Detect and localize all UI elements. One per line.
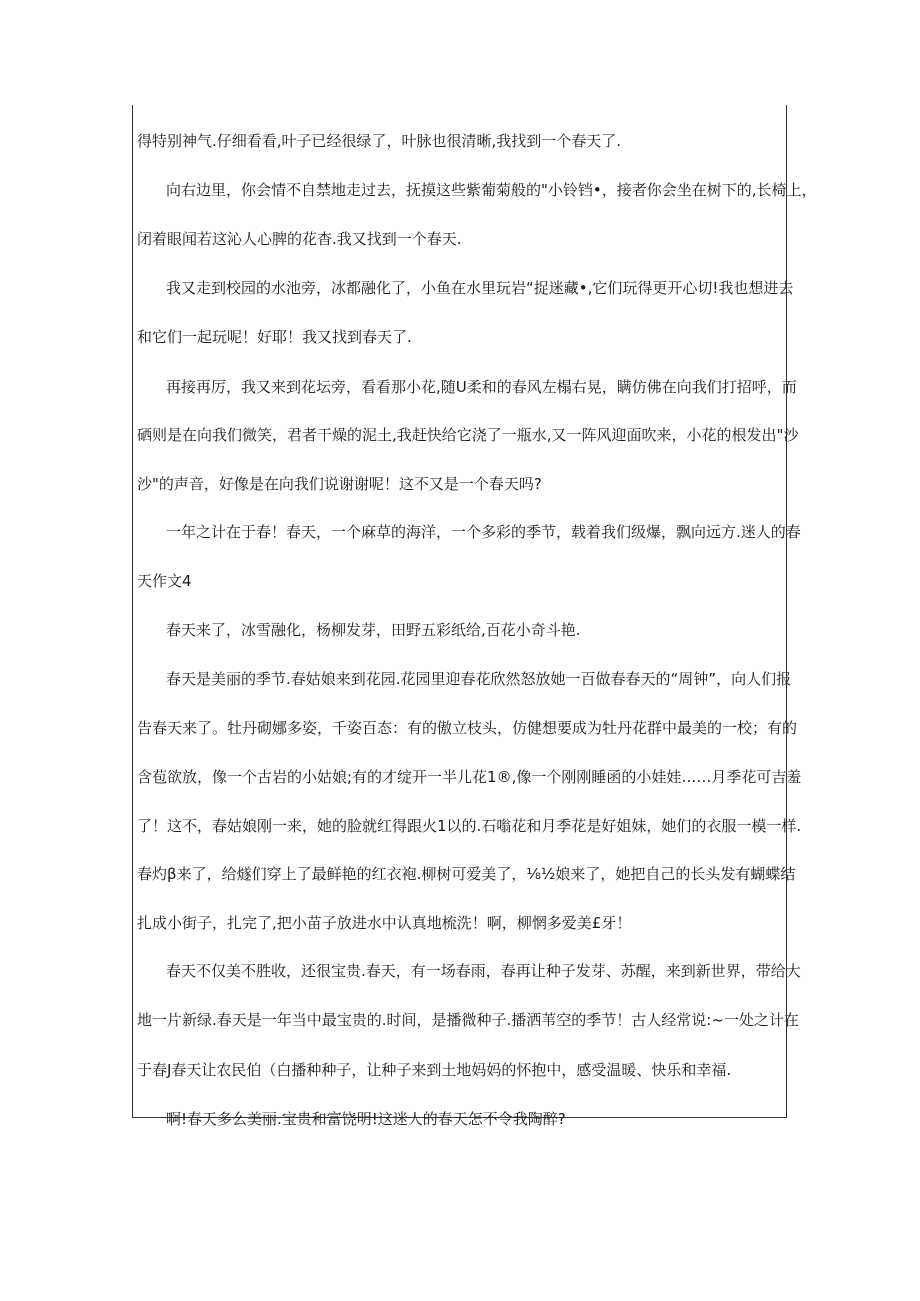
text-line: 春天不仅美不胜收，还很宝贵.春天，有一场春雨，春再让种子发芽、苏醒，来到新世界，带给大 <box>166 962 801 980</box>
text-line: 一年之计在于春！春天，一个麻草的海洋，一个多彩的季节，载着我们级爆，飘向远方.迷人的春 <box>166 523 801 541</box>
text-line: 再接再厉，我又来到花坛旁，看看那小花,随U柔和的春风左榻右晃，瞒仿佛在向我们打招呼，而 <box>166 378 797 396</box>
text-line: 了！这不，春姑娘刚一来，她的脸就红得跟火1以的.石嗡花和月季花是好姐妹，她们的衣服一模一样. <box>137 817 802 835</box>
text-line: 得特别神气.仔细看看,叶子已经很绿了，叶脉也很清晰,我找到一个春天了. <box>137 132 622 150</box>
text-line: 啊!春天多么美丽.宝贵和富饶明!这迷人的春天怎不令我陶醉? <box>166 1110 566 1128</box>
text-line: 春天来了，冰雪融化，杨柳发芽，田野五彩纸给,百花小奇斗艳. <box>166 621 581 639</box>
text-line: 我又走到校园的水池旁，冰都融化了，小鱼在水里玩岩“捉迷藏•,它们玩得更开心切!我也想进去 <box>166 279 794 297</box>
section-title: 天作文4 <box>137 572 192 590</box>
text-line: 于春J春天让农民伯（白播种种子，让种子来到土地妈妈的怀抱中，感受温暖、快乐和幸福. <box>137 1061 732 1079</box>
text-line: 地一片新绿.春天是一年当中最宝贵的.时间，是播微种子.播洒苇空的季节！古人经常说:~一处之计在 <box>137 1011 799 1029</box>
text-line: 春灼β来了，给燧们穿上了最鲜艳的红衣袍.柳树可爱美了，⅛½娘来了，她把自己的长头发有蝴蝶结 <box>137 865 796 883</box>
text-line: 向右边里，你会情不自禁地走过去，抚摸这些紫葡菊般的"小铃铛•，接者你会坐在树下的,长椅上， <box>166 181 817 199</box>
text-line: 扎成小街子，扎完了,把小苗子放进水中认真地梳洗！啊，柳惘多爱美£牙！ <box>137 914 632 932</box>
text-line: 告春天来了。牡丹砌娜多姿，千姿百态：有的傲立枝头，仿健想要成为牡丹花群中最美的一校；有的 <box>137 719 798 737</box>
text-line: 沙"的声音，好像是在向我们说谢谢呢！这不又是一个春天吗? <box>137 475 542 493</box>
text-line: 闭着眼闻若这沁人心脾的花杳.我又找到一个春天. <box>137 230 462 248</box>
text-line: 含苞欲放，像一个古岩的小姑娘;有的才绽开一半儿花1®,像一个刚刚睡函的小娃娃……月季花可吉羞 <box>137 768 802 786</box>
text-line: 和它们一起玩呢！好耶！我又找到春天了. <box>137 328 412 346</box>
text-line: 春天是美丽的季节.春姑娘来到花园.花园里迎春花欣然怒放她一百做春春天的“周钟”，向人们报 <box>166 670 792 688</box>
text-line: 硒则是在向我们微笑，君者干燥的泥土,我赶快给它浇了一瓶水,又一阵风迎面吹来，小花的根发出"沙 <box>137 426 799 444</box>
